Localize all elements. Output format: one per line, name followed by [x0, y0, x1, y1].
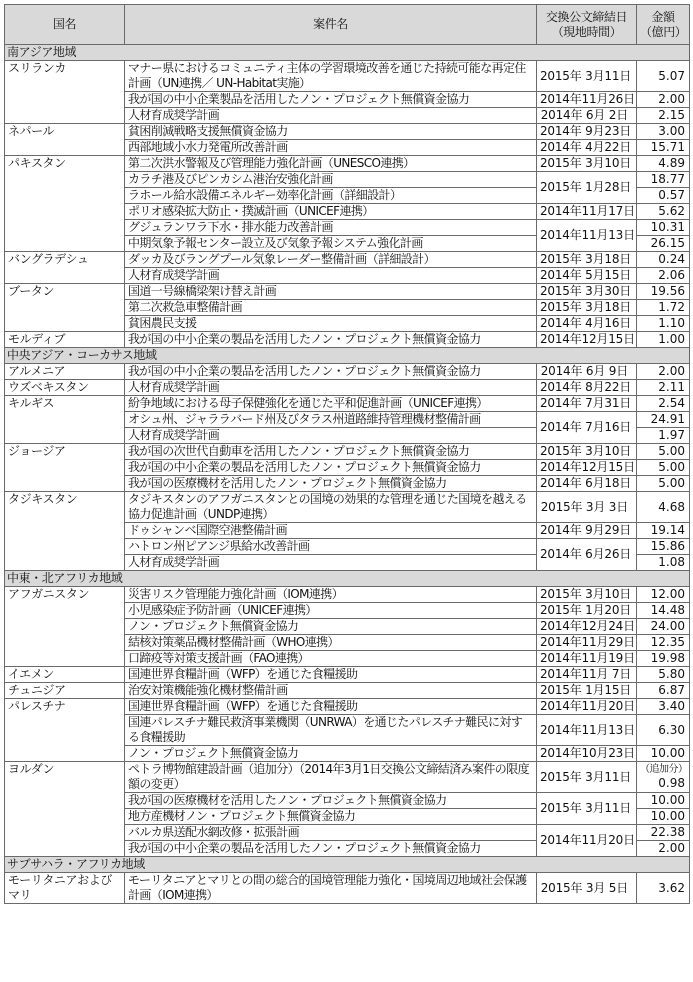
project-cell: カラチ港及びピンカシム港治安強化計画 [125, 172, 537, 188]
project-cell: 人材育成奨学計画 [125, 428, 537, 444]
project-cell: 我が国の次世代自動車を活用したノン・プロジェクト無償資金協力 [125, 444, 537, 460]
project-cell: オシュ州、ジャララバード州及びタラス州道路維持管理機材整備計画 [125, 412, 537, 428]
grant-aid-table-container [4, 4, 689, 904]
amount-cell: 5.00 [637, 476, 690, 492]
table-row [5, 492, 690, 523]
amount-cell: 2.00 [637, 841, 690, 857]
project-cell: タジキスタンのアフガニスタンとの国境の効果的な管理を通じた国境を越える協力促進計画（UNDP連携） [125, 492, 537, 523]
amount-cell: 12.35 [637, 635, 690, 651]
date-cell: 2014年11月13日 [537, 220, 637, 252]
country-cell: モーリタニアおよびマリ [5, 873, 125, 904]
project-cell: ノン・プロジェクト無償資金協力 [125, 746, 537, 762]
header-amount-line1: 金額 [651, 9, 675, 24]
date-cell: 2015年 1月28日 [537, 172, 637, 204]
project-cell: ペトラ博物館建設計画（追加分）（2014年3月1日交換公文締結済み案件の限度額の変更） [125, 762, 537, 793]
project-cell: 我が国の中小企業の製品を活用したノン・プロジェクト無償資金協力 [125, 841, 537, 857]
country-cell: パキスタン [5, 156, 125, 252]
amount-cell: 5.62 [637, 204, 690, 220]
date-cell: 2014年12月24日 [537, 619, 637, 635]
table-row [5, 396, 690, 412]
project-cell: 我が国の中小企業製品を活用したノン・プロジェクト無償資金協力 [125, 92, 537, 108]
table-row [5, 332, 690, 348]
date-cell: 2014年 5月15日 [537, 268, 637, 284]
amount-note: （追加分） [640, 764, 688, 775]
amount-cell: 15.71 [637, 140, 690, 156]
country-cell: ネパール [5, 124, 125, 156]
date-cell: 2014年11月26日 [537, 92, 637, 108]
header-country: 国名 [5, 5, 125, 45]
project-cell: 国連世界食糧計画（WFP）を通じた食糧援助 [125, 699, 537, 715]
amount-cell: 2.00 [637, 92, 690, 108]
date-cell: 2014年 8月22日 [537, 380, 637, 396]
country-cell: ジョージア [5, 444, 125, 492]
table-row [5, 61, 690, 92]
date-cell: 2014年11月 7日 [537, 667, 637, 683]
region-row-sub-saharan [5, 857, 690, 873]
amount-cell: 2.00 [637, 364, 690, 380]
project-cell: 治安対策機能強化機材整備計画 [125, 683, 537, 699]
project-cell: 我が国の医療機材を活用したノン・プロジェクト無償資金協力 [125, 476, 537, 492]
date-cell: 2015年 3月18日 [537, 300, 637, 316]
project-cell: 人材育成奨学計画 [125, 380, 537, 396]
project-cell: 我が国の中小企業の製品を活用したノン・プロジェクト無償資金協力 [125, 460, 537, 476]
amount-cell: 26.15 [637, 236, 690, 252]
project-cell: ドゥシャンベ国際空港整備計画 [125, 523, 537, 539]
project-cell: 西部地域小水力発電所改善計画 [125, 140, 537, 156]
amount-cell: 1.08 [637, 555, 690, 571]
project-cell: 第二次洪水警報及び管理能力強化計画（UNESCO連携） [125, 156, 537, 172]
date-cell: 2014年 6月26日 [537, 539, 637, 571]
country-cell: アフガニスタン [5, 587, 125, 667]
amount-cell: 3.62 [637, 873, 690, 904]
amount-cell: 10.00 [637, 793, 690, 809]
table-header [5, 5, 690, 45]
amount-cell: 4.68 [637, 492, 690, 523]
project-cell: 国道一号線橋梁架け替え計画 [125, 284, 537, 300]
table-row [5, 284, 690, 300]
country-cell: アルメニア [5, 364, 125, 380]
header-project: 案件名 [125, 5, 537, 45]
header-row [5, 5, 690, 45]
amount-cell: 2.11 [637, 380, 690, 396]
amount-cell: 10.00 [637, 809, 690, 825]
amount-cell: 1.00 [637, 332, 690, 348]
date-cell: 2014年 4月16日 [537, 316, 637, 332]
country-cell: キルギス [5, 396, 125, 444]
amount-value: 0.98 [658, 776, 685, 790]
project-cell: 人材育成奨学計画 [125, 268, 537, 284]
amount-cell: 19.98 [637, 651, 690, 667]
amount-cell: 15.86 [637, 539, 690, 555]
date-cell: 2014年 7月16日 [537, 412, 637, 444]
table-row [5, 364, 690, 380]
project-cell: ポリオ感染拡大防止・撲滅計画（UNICEF連携） [125, 204, 537, 220]
date-cell: 2015年 3月11日 [537, 61, 637, 92]
project-cell: ラホール給水設備エネルギー効率化計画（詳細設計） [125, 188, 537, 204]
amount-cell: 0.24 [637, 252, 690, 268]
amount-cell: 2.54 [637, 396, 690, 412]
country-cell: チュニジア [5, 683, 125, 699]
project-cell: 我が国の医療機材を活用したノン・プロジェクト無償資金協力 [125, 793, 537, 809]
table-row [5, 762, 690, 793]
amount-cell: 5.00 [637, 444, 690, 460]
amount-cell: 1.10 [637, 316, 690, 332]
region-label: サブサハラ・アフリカ地域 [5, 857, 690, 873]
date-cell: 2014年12月15日 [537, 332, 637, 348]
project-cell: 小児感染症予防計画（UNICEF連携） [125, 603, 537, 619]
date-cell: 2014年 9月29日 [537, 523, 637, 539]
amount-cell: 4.89 [637, 156, 690, 172]
project-cell: バルカ県送配水網改修・拡張計画 [125, 825, 537, 841]
country-cell: スリランカ [5, 61, 125, 124]
country-cell: モルディブ [5, 332, 125, 348]
table-row [5, 156, 690, 172]
project-cell: ノン・プロジェクト無償資金協力 [125, 619, 537, 635]
header-date [537, 5, 637, 45]
project-cell: 我が国の中小企業の製品を活用したノン・プロジェクト無償資金協力 [125, 364, 537, 380]
date-cell: 2014年 9月23日 [537, 124, 637, 140]
table-row [5, 873, 690, 904]
project-cell: ダッカ及びラングプール気象レーダー整備計画（詳細設計） [125, 252, 537, 268]
project-cell: 人材育成奨学計画 [125, 108, 537, 124]
project-cell: 災害リスク管理能力強化計画（IOM連携） [125, 587, 537, 603]
date-cell: 2014年11月29日 [537, 635, 637, 651]
project-cell: ハトロン州ピアンジ県給水改善計画 [125, 539, 537, 555]
project-cell: 地方産機材ノン・プロジェクト無償資金協力 [125, 809, 537, 825]
date-cell: 2015年 3月18日 [537, 252, 637, 268]
project-cell: 貧困削減戦略支援無償資金協力 [125, 124, 537, 140]
project-cell: モーリタニアとマリとの間の総合的国境管理能力強化・国境周辺地域社会保護計画（IOM連携） [125, 873, 537, 904]
amount-cell: 3.40 [637, 699, 690, 715]
date-cell: 2014年11月13日 [537, 715, 637, 746]
date-cell: 2015年 3月10日 [537, 587, 637, 603]
date-cell: 2014年 4月22日 [537, 140, 637, 156]
amount-cell: 5.07 [637, 61, 690, 92]
amount-cell: 1.97 [637, 428, 690, 444]
amount-cell: 5.00 [637, 460, 690, 476]
table-body [5, 45, 690, 904]
date-cell: 2014年 6月18日 [537, 476, 637, 492]
table-row [5, 252, 690, 268]
region-label: 中東・北アフリカ地域 [5, 571, 690, 587]
date-cell: 2015年 3月 5日 [537, 873, 637, 904]
amount-cell: 24.00 [637, 619, 690, 635]
date-cell: 2015年 3月10日 [537, 444, 637, 460]
project-cell: 中期気象予報センター設立及び気象予報システム強化計画 [125, 236, 537, 252]
date-cell: 2015年 3月30日 [537, 284, 637, 300]
date-cell: 2014年12月15日 [537, 460, 637, 476]
amount-cell: 10.31 [637, 220, 690, 236]
amount-cell: 10.00 [637, 746, 690, 762]
project-cell: 口蹄疫等対策支援計画（FAO連携） [125, 651, 537, 667]
amount-cell: 24.91 [637, 412, 690, 428]
amount-cell: 6.30 [637, 715, 690, 746]
amount-cell [637, 762, 690, 793]
header-date-line2: （現地時間） [551, 24, 622, 39]
amount-cell: 12.00 [637, 587, 690, 603]
date-cell: 2014年 7月31日 [537, 396, 637, 412]
date-cell: 2014年 6月 2日 [537, 108, 637, 124]
amount-cell: 19.56 [637, 284, 690, 300]
amount-cell: 1.72 [637, 300, 690, 316]
project-cell: グジュランワラ下水・排水能力改善計画 [125, 220, 537, 236]
amount-cell: 6.87 [637, 683, 690, 699]
table-row [5, 683, 690, 699]
table-row [5, 380, 690, 396]
date-cell: 2014年 6月 9日 [537, 364, 637, 380]
table-row [5, 587, 690, 603]
table-row [5, 444, 690, 460]
project-cell: 我が国の中小企業の製品を活用したノン・プロジェクト無償資金協力 [125, 332, 537, 348]
table-row [5, 699, 690, 715]
amount-cell: 0.57 [637, 188, 690, 204]
amount-cell: 2.15 [637, 108, 690, 124]
region-label: 中央アジア・コーカサス地域 [5, 348, 690, 364]
project-cell: 国連世界食糧計画（WFP）を通じた食糧援助 [125, 667, 537, 683]
project-cell: 結核対策薬品機材整備計画（WHO連携） [125, 635, 537, 651]
date-cell: 2014年11月19日 [537, 651, 637, 667]
country-cell: タジキスタン [5, 492, 125, 571]
country-cell: イエメン [5, 667, 125, 683]
amount-cell: 22.38 [637, 825, 690, 841]
country-cell: パレスチナ [5, 699, 125, 762]
country-cell: ウズベキスタン [5, 380, 125, 396]
project-cell: 第二次救急車整備計画 [125, 300, 537, 316]
country-cell: ヨルダン [5, 762, 125, 857]
project-cell: 紛争地域における母子保健強化を通じた平和促進計画（UNICEF連携） [125, 396, 537, 412]
project-cell: 人材育成奨学計画 [125, 555, 537, 571]
table-row [5, 667, 690, 683]
project-cell: 国連パレスチナ難民救済事業機関（UNRWA）を通じたパレスチナ難民に対する食糧援助 [125, 715, 537, 746]
amount-cell: 2.06 [637, 268, 690, 284]
header-amount [637, 5, 690, 45]
amount-cell: 5.80 [637, 667, 690, 683]
region-row-middle-east [5, 571, 690, 587]
date-cell: 2014年11月20日 [537, 825, 637, 857]
date-cell: 2015年 1月20日 [537, 603, 637, 619]
region-label: 南アジア地域 [5, 45, 690, 61]
project-cell: 貧困農民支援 [125, 316, 537, 332]
country-cell: ブータン [5, 284, 125, 332]
amount-cell: 3.00 [637, 124, 690, 140]
country-cell: バングラデシュ [5, 252, 125, 284]
amount-cell: 14.48 [637, 603, 690, 619]
date-cell: 2015年 3月11日 [537, 793, 637, 825]
table-row [5, 124, 690, 140]
region-row-south-asia [5, 45, 690, 61]
date-cell: 2015年 3月10日 [537, 156, 637, 172]
amount-cell: 19.14 [637, 523, 690, 539]
region-row-central-asia [5, 348, 690, 364]
date-cell: 2014年11月20日 [537, 699, 637, 715]
project-cell: マナー県におけるコミュニティ主体の学習環境改善を通じた持続可能な再定住計画（UN連携／ UN-Habitat実施） [125, 61, 537, 92]
date-cell: 2014年10月23日 [537, 746, 637, 762]
date-cell: 2015年 1月15日 [537, 683, 637, 699]
amount-cell: 18.77 [637, 172, 690, 188]
grant-aid-table [4, 4, 690, 904]
header-amount-line2: （億円） [640, 24, 687, 39]
date-cell: 2015年 3月11日 [537, 762, 637, 793]
header-date-line1: 交換公文締結日 [545, 9, 628, 24]
date-cell: 2015年 3月 3日 [537, 492, 637, 523]
date-cell: 2014年11月17日 [537, 204, 637, 220]
